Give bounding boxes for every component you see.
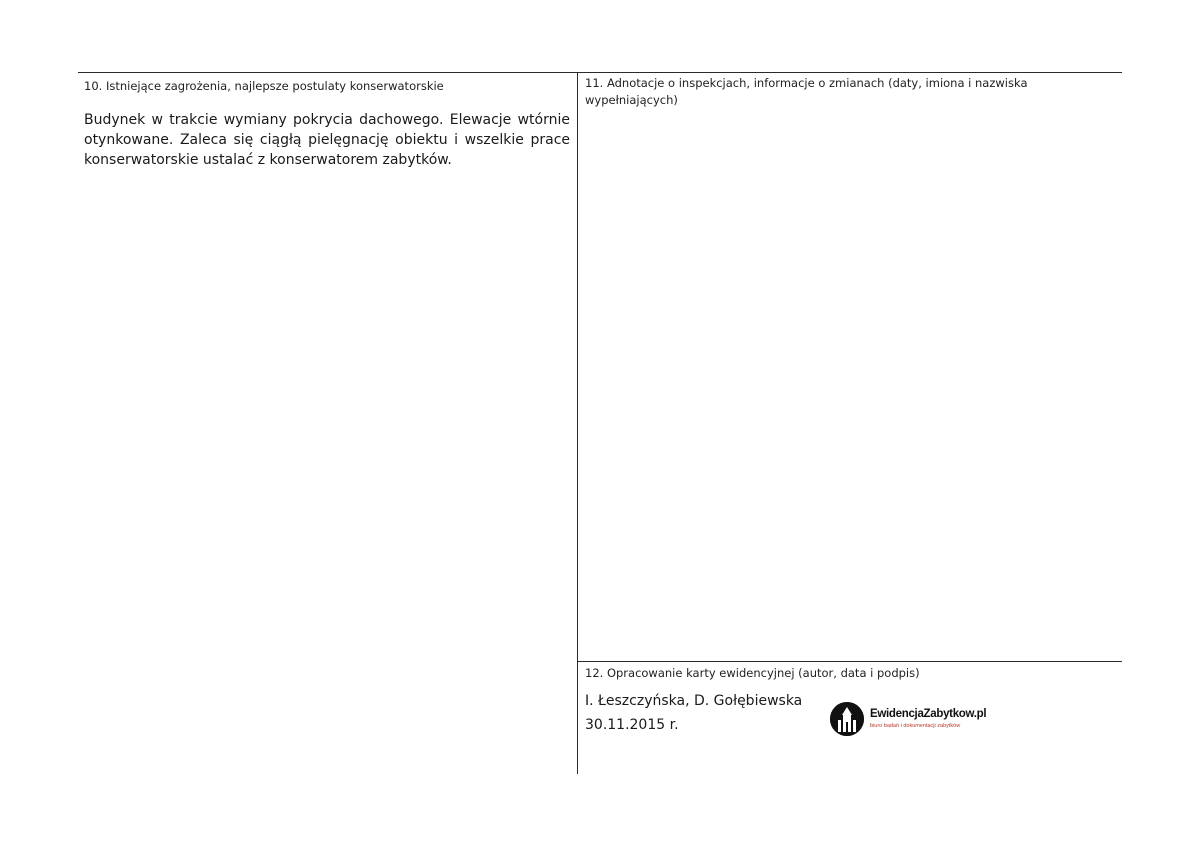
section11-label: 11. Adnotacje o inspekcjach, informacje o zmianach (daty, imiona i nazwiska wypełniających) (585, 76, 1028, 107)
logo-title: EwidencjaZabytkow.pl (870, 708, 987, 720)
logo-tagline: biuro badań i dokumentacji zabytków (870, 723, 961, 729)
section12-label: 12. Opracowanie karty ewidencyjnej (autor, data i podpis) (585, 666, 920, 680)
section10-label: 10. Istniejące zagrożenia, najlepsze postulaty konserwatorskie (84, 79, 444, 93)
column-divider (577, 72, 578, 774)
section12-top-rule (577, 661, 1122, 662)
section10-text: Budynek w trakcie wymiany pokrycia dachowego. Elewacje wtórnie otynkowane. Zaleca się ciągłą pielęgnację obiektu i wszelkie prace konserwatorskie ustalać z konserwatorem zabytków. (84, 112, 570, 168)
building-silhouette-icon (830, 702, 864, 736)
section12-authors: I. Łeszczyńska, D. Gołębiewska (585, 693, 803, 709)
top-rule (78, 72, 1122, 73)
section12-date: 30.11.2015 r. (585, 717, 679, 733)
ewidencja-logo (830, 700, 1000, 738)
